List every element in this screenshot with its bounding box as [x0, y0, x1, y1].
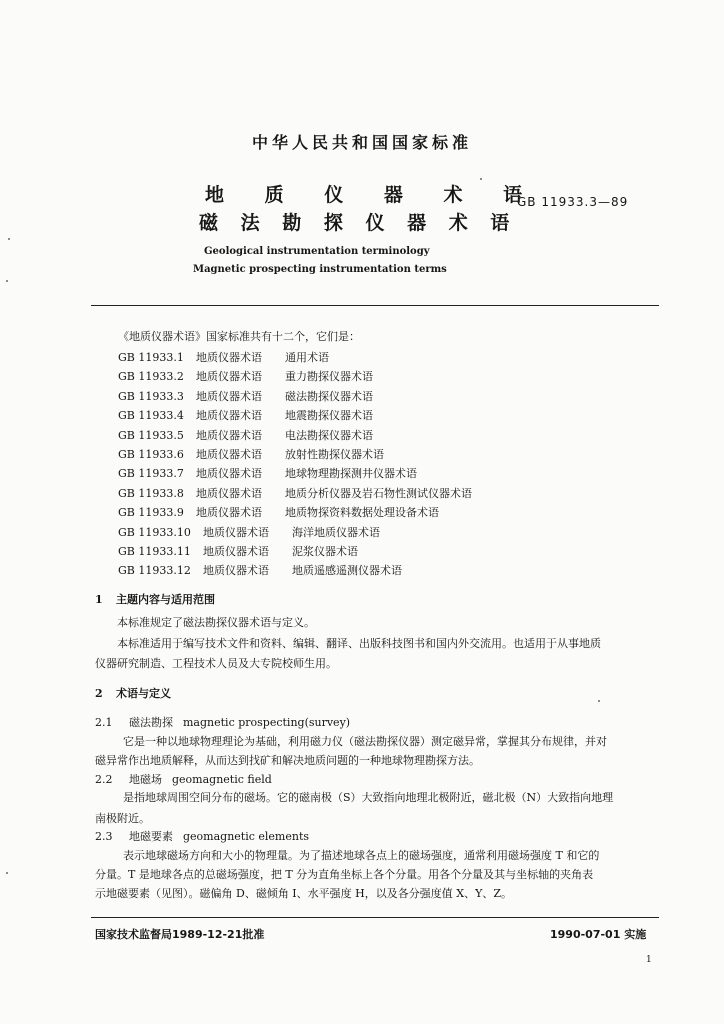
scan-speck — [598, 700, 600, 702]
standard-list-item — [118, 388, 373, 404]
intro-text: 《地质仪器术语》国家标准共有十二个，它们是： — [118, 330, 360, 343]
standard-series-cell: 地质仪器术语 — [196, 409, 262, 423]
standard-title-cell: 放射性勘探仪器术语 — [285, 448, 384, 461]
term-heading — [95, 714, 350, 730]
term-heading — [95, 828, 309, 844]
section-1-heading — [95, 591, 215, 607]
standard-series-cell: 地质仪器术语 — [203, 545, 269, 558]
standard-title-cell: 泥浆仪器术语 — [292, 545, 358, 558]
scan-speck — [8, 238, 10, 240]
term-number: 2.1 — [95, 716, 113, 729]
term-zh: 地磁场 — [129, 773, 162, 786]
paragraph: 它是一种以地球物理理论为基础，利用磁力仪（磁法勘探仪器）测定磁异常，掌握其分布规律，并对 — [123, 735, 607, 748]
standard-list-item — [118, 427, 373, 443]
paragraph: 磁异常作出地质解释，从而达到找矿和解决地质问题的一种地球物理勘探方法。 — [95, 754, 480, 767]
standard-series-cell: 地质仪器术语 — [196, 448, 262, 461]
standard-code-cell: GB 11933.5 — [118, 428, 184, 442]
standard-series-cell: 地质仪器术语 — [196, 428, 262, 442]
term-zh: 磁法勘探 — [129, 716, 173, 729]
paragraph: 表示地球磁场方向和大小的物理量。为了描述地球各点上的磁场强度，通常利用磁场强度 T 和它的 — [123, 849, 600, 862]
paragraph: 是指地球周围空间分布的磁场。它的磁南极（S）大致指向地理北极附近，磁北极（N）大致指向地理 — [123, 791, 614, 804]
scan-speck — [6, 280, 8, 282]
standard-title-cell: 地质物探资料数据处理设备术语 — [285, 506, 439, 520]
scan-speck — [480, 178, 482, 180]
standard-list-item — [118, 349, 329, 365]
document-title-main: 地 质 仪 器 术 语 — [205, 184, 540, 206]
national-standard-title: 中华人民共和国国家标准 — [251, 133, 472, 152]
section-title: 术语与定义 — [116, 687, 171, 700]
standard-code-cell: GB 11933.11 — [118, 545, 191, 558]
standard-series-cell: 地质仪器术语 — [196, 351, 262, 364]
implementation-date: 1990-07-01 实施 — [550, 928, 647, 941]
standard-code-cell: GB 11933.1 — [118, 351, 184, 364]
paragraph: 示地磁要素（见图）。磁偏角 D、磁倾角 I、水平强度 H，以及各分强度值 X、Y、Z。 — [95, 887, 512, 900]
standard-series-cell: 地质仪器术语 — [203, 525, 269, 539]
term-en: geomagnetic field — [172, 773, 272, 786]
standard-series-cell: 地质仪器术语 — [196, 506, 262, 520]
standard-title-cell: 地球物理勘探测井仪器术语 — [285, 467, 417, 481]
paragraph: 南极附近。 — [95, 812, 150, 825]
standard-list-item — [118, 465, 417, 481]
standard-title-cell: 重力勘探仪器术语 — [285, 370, 373, 384]
footer-divider — [91, 917, 659, 918]
term-en: geomagnetic elements — [183, 830, 310, 843]
standard-list-item — [118, 368, 373, 384]
standard-code-cell: GB 11933.7 — [118, 467, 184, 481]
standard-series-cell: 地质仪器术语 — [196, 389, 262, 403]
standard-series-cell: 地质仪器术语 — [196, 467, 262, 481]
scan-speck — [6, 872, 8, 874]
standard-title-cell: 海洋地质仪器术语 — [292, 525, 380, 539]
standard-code-cell: GB 11933.9 — [118, 506, 184, 520]
standard-title-cell: 地质分析仪器及岩石物性测试仪器术语 — [285, 486, 472, 500]
standard-series-cell: 地质仪器术语 — [203, 564, 269, 578]
standard-code-cell: GB 11933.12 — [118, 564, 191, 578]
page-number: 1 — [646, 955, 652, 965]
standard-list-item — [118, 562, 402, 578]
standard-code-cell: GB 11933.6 — [118, 448, 184, 461]
standard-list-item — [118, 543, 358, 559]
standard-series-cell: 地质仪器术语 — [196, 486, 262, 500]
term-en: magnetic prospecting(survey) — [183, 716, 351, 729]
standard-code: GB 11933.3—89 — [517, 195, 629, 209]
standard-list-item — [118, 524, 380, 540]
standard-title-cell: 磁法勘探仪器术语 — [285, 389, 373, 403]
standard-series-cell: 地质仪器术语 — [196, 370, 262, 384]
paragraph: 本标准适用于编写技术文件和资料、编辑、翻译、出版科技图书和国内外交流用。也适用于从事地质 — [117, 637, 601, 650]
section-2-heading — [95, 685, 171, 701]
document-title-sub: 磁 法 勘 探 仪 器 术 语 — [199, 212, 518, 234]
paragraph: 仪器研究制造、工程技术人员及大专院校师生用。 — [95, 657, 337, 670]
standard-title-cell: 通用术语 — [285, 351, 329, 364]
term-number: 2.2 — [95, 773, 113, 786]
english-title-main: Geological instrumentation terminology — [204, 246, 430, 257]
standard-title-cell: 地质遥感遥测仪器术语 — [292, 564, 402, 578]
standard-code-cell: GB 11933.4 — [118, 409, 184, 423]
english-title-sub: Magnetic prospecting instrumentation terms — [193, 264, 447, 275]
term-number: 2.3 — [95, 830, 113, 843]
standard-list-item — [118, 446, 384, 462]
standard-code-cell: GB 11933.10 — [118, 525, 191, 539]
section-title: 主题内容与适用范围 — [116, 593, 215, 606]
term-zh: 地磁要素 — [129, 830, 173, 843]
header-divider — [91, 305, 659, 306]
standard-list-item — [118, 407, 373, 423]
standard-code-cell: GB 11933.2 — [118, 370, 184, 384]
section-number: 2 — [95, 687, 103, 700]
standard-title-cell: 地震勘探仪器术语 — [285, 409, 373, 423]
section-number: 1 — [95, 593, 103, 606]
standard-list-item — [118, 504, 439, 520]
paragraph: 本标准规定了磁法勘探仪器术语与定义。 — [117, 616, 315, 629]
paragraph: 分量。T 是地球各点的总磁场强度，把 T 分为直角坐标上各个分量。用各个分量及其与坐标轴的夹角表 — [95, 868, 594, 881]
standard-list-item — [118, 485, 472, 501]
standard-code-cell: GB 11933.8 — [118, 486, 184, 500]
standard-code-cell: GB 11933.3 — [118, 389, 184, 403]
term-heading — [95, 771, 272, 787]
approval-line: 国家技术监督局1989-12-21批准 — [95, 928, 265, 941]
standard-title-cell: 电法勘探仪器术语 — [285, 428, 373, 442]
